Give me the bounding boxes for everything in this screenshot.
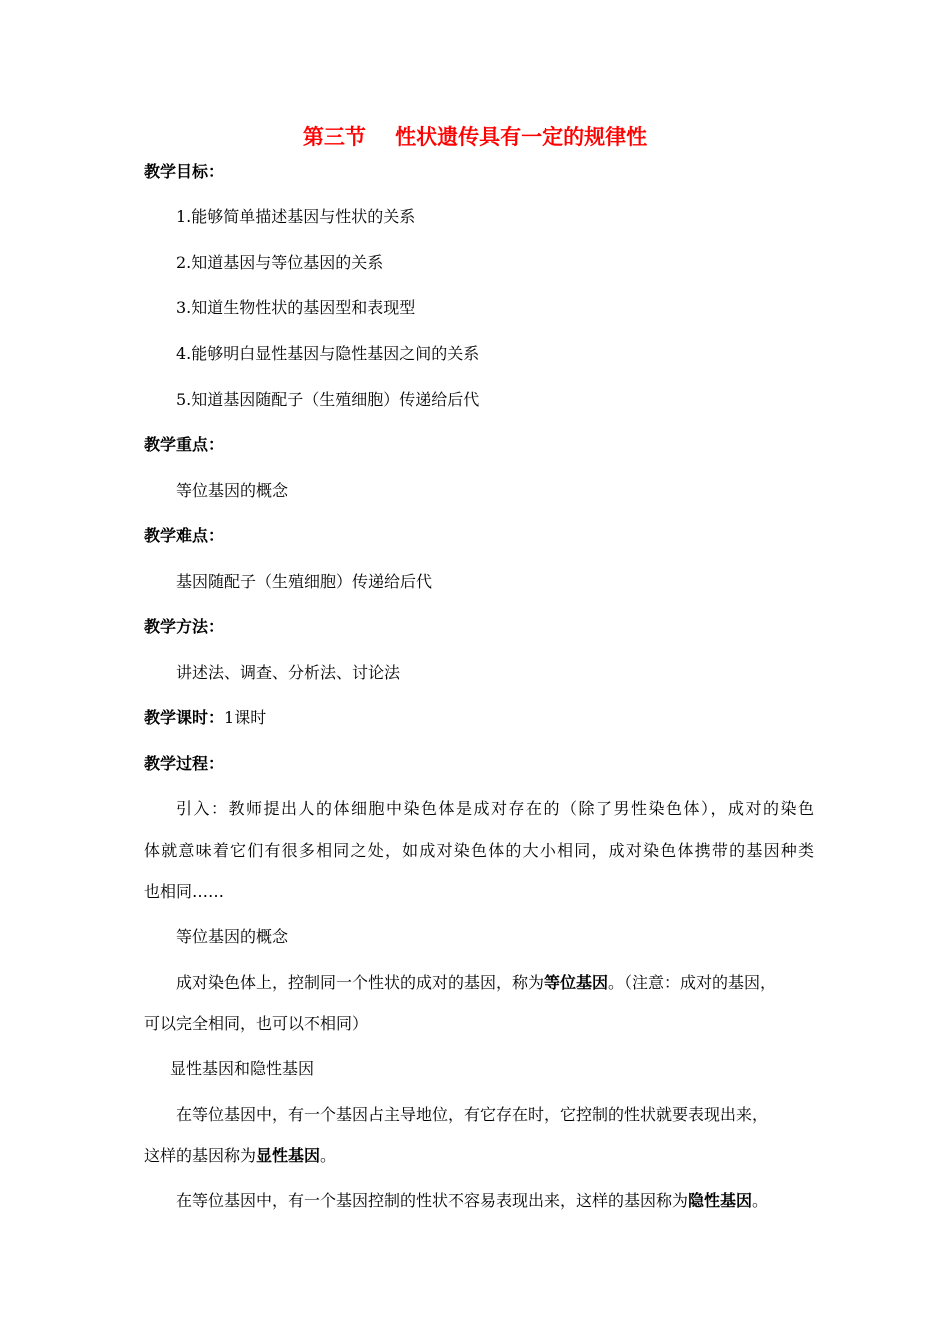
- process-heading: 教学过程：: [144, 754, 225, 773]
- key-point-heading: 教学重点：: [144, 435, 225, 454]
- dominant-term: 显性基因: [256, 1146, 321, 1165]
- allele-text-pre: 成对染色体上，控制同一个性状的成对的基因，称为: [176, 973, 545, 992]
- dominant-text-pre: 这样的基因称为: [144, 1146, 257, 1165]
- difficulty-text: 基因随配子（生殖细胞）传递给后代: [176, 572, 433, 591]
- recessive-text-post: 。: [752, 1191, 769, 1210]
- intro-line-1: 引入：教师提出人的体细胞中染色体是成对存在的（除了男性染色体），成对的染色: [176, 799, 814, 818]
- objective-item: 2.知道基因与等位基因的关系: [176, 253, 384, 272]
- page-title: 第三节 性状遗传具有一定的规律性: [302, 125, 648, 149]
- dominant-text-post: 。: [320, 1146, 337, 1165]
- allele-line-1: [176, 973, 776, 993]
- hours-heading: 教学课时：: [144, 708, 225, 727]
- objective-item: 4.能够明白显性基因与隐性基因之间的关系: [176, 344, 480, 363]
- dominant-line-1: 在等位基因中，有一个基因占主导地位，有它存在时，它控制的性状就要表现出来，: [176, 1105, 769, 1124]
- key-point-text: 等位基因的概念: [176, 481, 289, 500]
- allele-heading: 等位基因的概念: [176, 927, 289, 946]
- difficulty-heading: 教学难点：: [144, 526, 225, 545]
- recessive-line: [176, 1191, 768, 1211]
- recessive-term: 隐性基因: [688, 1191, 753, 1210]
- dominant-line-2: [144, 1146, 336, 1166]
- objective-item: 1.能够简单描述基因与性状的关系: [176, 207, 416, 226]
- objectives-heading: 教学目标：: [144, 162, 225, 181]
- objective-item: 5.知道基因随配子（生殖细胞）传递给后代: [176, 390, 480, 409]
- allele-text-post: 。（注意：成对的基因，: [608, 973, 777, 992]
- method-heading: 教学方法：: [144, 617, 225, 636]
- hours-row: [144, 708, 266, 728]
- objective-item: 3.知道生物性状的基因型和表现型: [176, 298, 416, 317]
- intro-line-3: 也相同……: [144, 882, 225, 901]
- recessive-text-pre: 在等位基因中，有一个基因控制的性状不容易表现出来，这样的基因称为: [176, 1191, 689, 1210]
- allele-term: 等位基因: [544, 973, 609, 992]
- method-text: 讲述法、调查、分析法、讨论法: [176, 663, 401, 682]
- allele-line-2: 可以完全相同，也可以不相同）: [144, 1014, 369, 1033]
- intro-line-2: 体就意味着它们有很多相同之处，如成对染色体的大小相同，成对染色体携带的基因种类: [144, 841, 814, 860]
- hours-text: 1课时: [224, 708, 267, 727]
- dominance-heading: 显性基因和隐性基因: [170, 1059, 315, 1078]
